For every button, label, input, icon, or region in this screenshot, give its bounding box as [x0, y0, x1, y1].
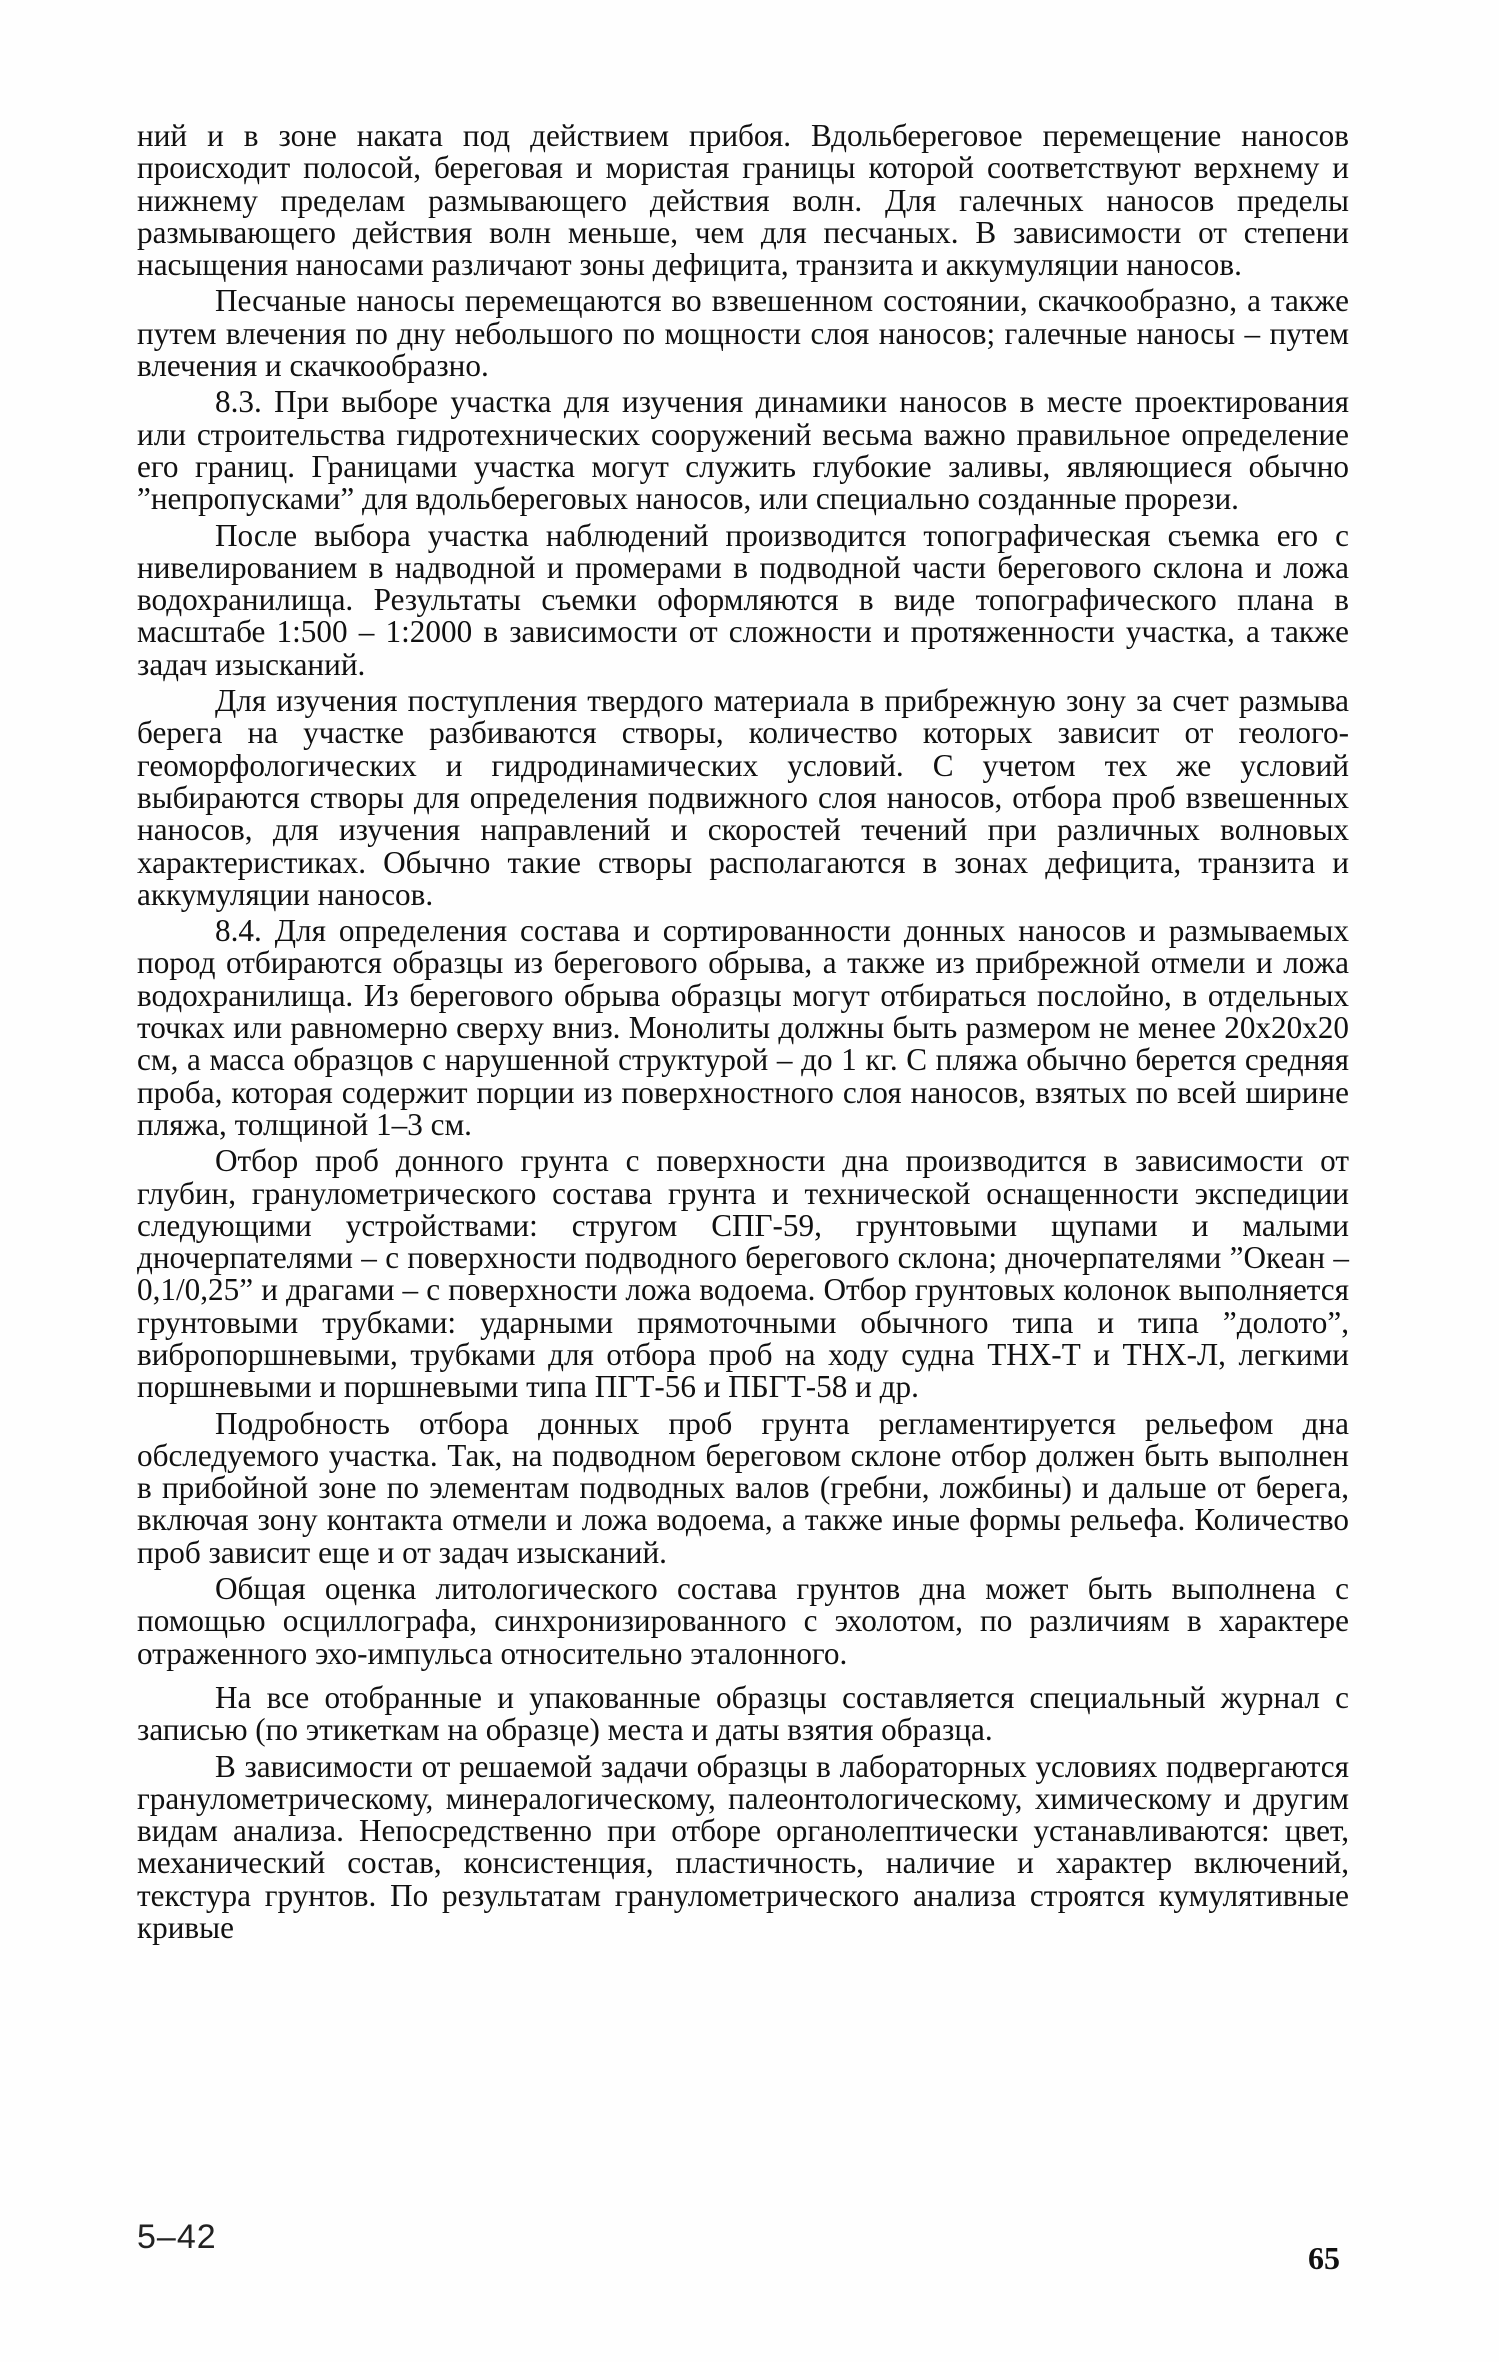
paragraph-sand-transport: Песчаные наносы перемещаются во взвешенном состоянии, скачкообразно, а также путем влечения по дну небольшого по мощности слоя наносов; галечные наносы – путем влечения и скачкообразно. [137, 283, 1349, 384]
page-number: 65 [1308, 2240, 1340, 2276]
paragraph-bottom-sampling: Отбор проб донного грунта с поверхности дна производится в зависимости от глубин, гранулометрического состава грунта и технической оснащенности экспедиции следующими устройствами: стругом СПГ-59, грунтовыми щупами и малыми дночерпателями – с поверхности подводного берегового склона; дночерпателями ”Океан – 0,1/0,25” и драгами – с поверхности ложа водоема. Отбор грунтовых колонок выполняется грунтовыми трубками: ударными прямоточными обычного типа и типа ”долото”, вибропоршневыми, трубками для отбора проб на ходу судна ТНХ-Т и ТНХ-Л, легкими поршневыми и поршневыми типа ПГТ-56 и ПБГТ-58 и др. [137, 1143, 1349, 1405]
paragraph-sampling-detail: Подробность отбора донных проб грунта регламентируется рельефом дна обследуемого участка. Так, на подводном береговом склоне отбор должен быть выполнен в прибойной зоне по элементам подводных валов (гребни, ложбины) и дальше от берега, включая зону контакта отмели и ложа водоема, а также иные формы рельефа. Количество проб зависит еще и от задач изысканий. [137, 1405, 1349, 1570]
paragraph-sample-journal: На все отобранные и упакованные образцы составляется специальный журнал с записью (по этикеткам на образце) места и даты взятия образца. [137, 1679, 1349, 1748]
paragraph-section-8-3: 8.3. При выборе участка для изучения динамики наносов в месте проектирования или строительства гидротехнических сооружений весьма важно правильное определение его границ. Границами участка могут служить глубокие заливы, являющиеся обычно ”непропусками” для вдольбереговых наносов, или специально созданные прорези. [137, 384, 1349, 517]
paragraph-oscillograph: Общая оценка литологического состава грунтов дна может быть выполнена с помощью осциллографа, синхронизированного с эхолотом, по различиям в характере отраженного эхо-импульса относительно эталонного. [137, 1571, 1349, 1671]
paragraph-laboratory-analysis: В зависимости от решаемой задачи образцы в лабораторных условиях подвергаются гранулометрическому, минералогическому, палеонтологическому, химическому и другим видам анализа. Непосредственно при отборе органолептически устанавливаются: цвет, механический состав, консистенция, пластичность, наличие и характер включений, текстура грунтов. По результатам гранулометрического анализа строятся кумулятивные кривые [137, 1748, 1349, 1946]
printer-signature-mark: 5–42 [137, 2218, 217, 2256]
paragraph-continuation: ний и в зоне наката под действием прибоя. Вдольбереговое перемещение наносов происходит полосой, береговая и мористая границы которой соответствуют верхнему и нижнему пределам размывающего действия волн. Для галечных наносов пределы размывающего действия волн меньше, чем для песчаных. В зависимости от степени насыщения наносами различают зоны дефицита, транзита и аккумуляции наносов. [137, 118, 1349, 283]
paragraph-transects: Для изучения поступления твердого материала в прибрежную зону за счет размыва берега на участке разбиваются створы, количество которых зависит от геолого-геоморфологических и гидродинамических условий. С учетом тех же условий выбираются створы для определения подвижного слоя наносов, отбора проб взвешенных наносов, для изучения направлений и скоростей течений при различных волновых характеристиках. Обычно такие створы располагаются в зонах дефицита, транзита и аккумуляции наносов. [137, 683, 1349, 912]
paragraph-section-8-4: 8.4. Для определения состава и сортированности донных наносов и размываемых пород отбираются образцы из берегового обрыва, а также из прибрежной отмели и ложа водохранилища. Из берегового обрыва образцы могут отбираться послойно, в отдельных точках или равномерно сверху вниз. Монолиты должны быть размером не менее 20x20x20 см, а масса образцов с нарушенной структурой – до 1 кг. С пляжа обычно берется средняя проба, которая содержит порции из поверхностного слоя наносов, взятых по всей ширине пляжа, толщиной 1–3 см. [137, 913, 1349, 1142]
main-text [137, 120, 1349, 1948]
paragraph-topographic-survey: После выбора участка наблюдений производится топографическая съемка его с нивелированием в надводной и промерами в подводной части берегового склона и ложа водохранилища. Результаты съемки оформляются в виде топографического плана в масштабе 1:500 – 1:2000 в зависимости от сложности и протяженности участка, а также задач изысканий. [137, 517, 1349, 682]
